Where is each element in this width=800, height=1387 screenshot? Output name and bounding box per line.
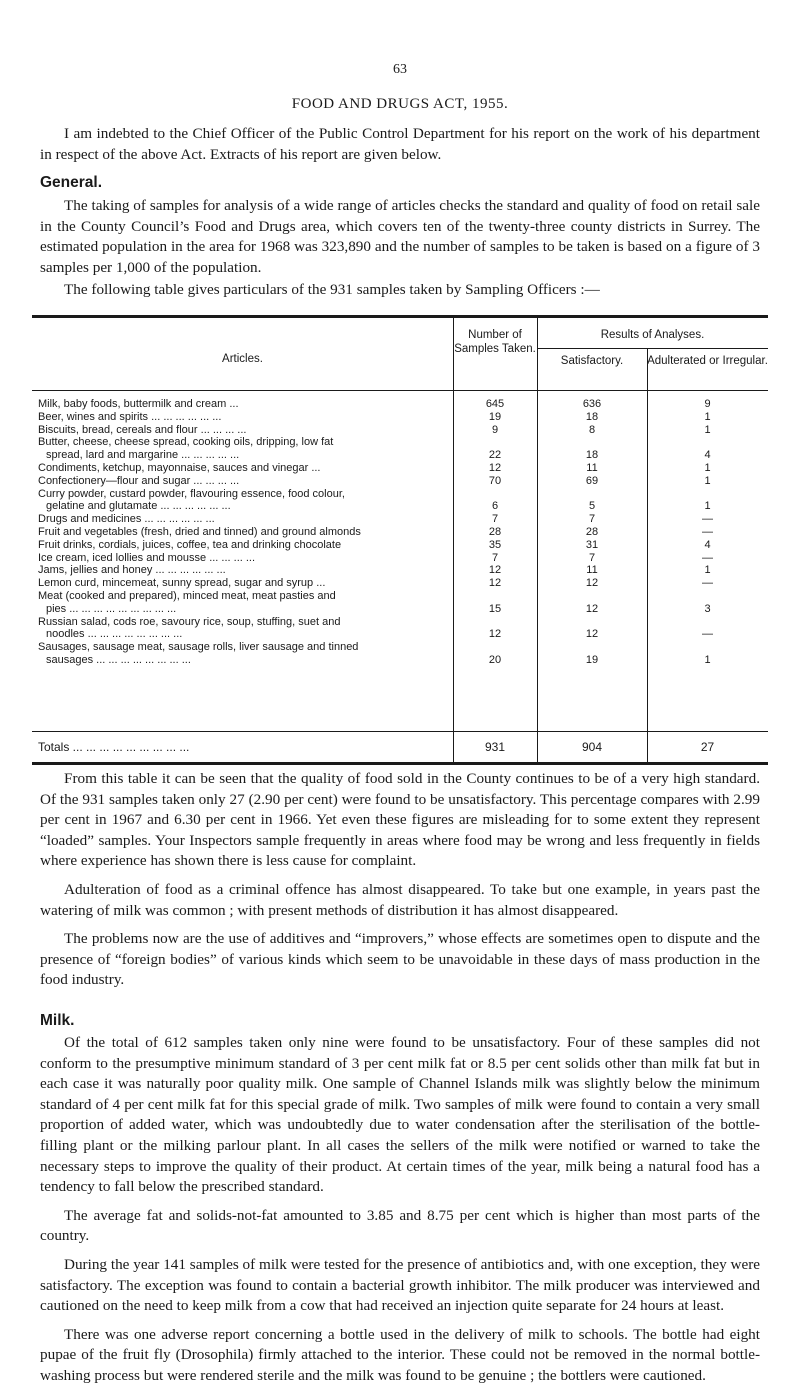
table-row-article-continued: gelatine and glutamate ... ... ... ... ... ...: [46, 500, 231, 513]
table-cell-adulterated: —: [702, 628, 713, 641]
table-cell-satisfactory: 7: [588, 551, 596, 564]
table-cell-number: 28: [488, 526, 502, 538]
table-cell-number: 12: [488, 462, 502, 474]
table-cell-satisfactory: 12: [585, 628, 599, 641]
general-paragraph-1: The taking of samples for analysis of a wide range of articles checks the standard and quality of food on retail sale in the County Council’s Food and Drugs area, which covers ten of the twenty-three county districts in Surrey. The estimated population in the area for 1968 was 323,890 and the number of samples to be taken is based on a figure of 3 samples per 1,000 of the population.: [40, 197, 760, 276]
header-satisfactory: Satisfactory.: [560, 355, 624, 367]
header-divider: [537, 348, 768, 349]
table-cell-satisfactory: 28: [585, 526, 599, 538]
table-cell-satisfactory: 69: [585, 474, 599, 487]
table-cell-satisfactory: 636: [582, 398, 602, 410]
table-row-article: Beer, wines and spirits ... ... ... ... ... ...: [38, 410, 222, 423]
table-cell-number: 15: [488, 602, 502, 615]
table-cell-number: 7: [491, 551, 499, 564]
table-row-article: Lemon curd, mincemeat, sunny spread, sugar and syrup ...: [38, 577, 326, 590]
table-row-article-continued: noodles ... ... ... ... ... ... ... ...: [46, 628, 183, 641]
table-cell-adulterated: 4: [704, 538, 711, 551]
table-cell-adulterated: 4: [704, 449, 711, 462]
table-row-article-continued: pies ... ... ... ... ... ... ... ... ...: [46, 602, 177, 615]
table-cell-number: 70: [488, 474, 502, 487]
header-number: Number of Samples Taken.: [454, 329, 536, 355]
table-cell-number: 22: [488, 449, 502, 462]
milk-paragraph-3: During the year 141 samples of milk were tested for the presence of antibiotics and, with one exception, they were satisfactory. The exception was found to contain a bacterial growth inhibitor. The milk producer was interviewed and cautioned on the need to keep milk from a cow that had received an injection quite separate for 24 hours at least.: [40, 1255, 760, 1315]
header-bottom-rule: [32, 390, 768, 391]
page-number: 63: [393, 62, 407, 77]
table-row-article: Russian salad, cods roe, savoury rice, soup, stuffing, suet and: [38, 615, 341, 628]
page-title: FOOD AND DRUGS ACT, 1955.: [291, 96, 509, 112]
table-cell-satisfactory: 5: [588, 500, 596, 513]
table-cell-satisfactory: 7: [588, 513, 596, 526]
totals-rule: [32, 731, 768, 732]
header-results: Results of Analyses.: [600, 329, 705, 341]
intro-paragraph: I am indebted to the Chief Officer of the Public Control Department for his report on the work of his department in respect of the above Act. Extracts of his report are given below.: [40, 125, 760, 163]
table-cell-number: 19: [488, 410, 502, 423]
table-row-article: Sausages, sausage meat, sausage rolls, liver sausage and tinned: [38, 641, 359, 654]
table-cell-satisfactory: 11: [586, 564, 598, 577]
totals-satisfactory: 904: [581, 740, 603, 754]
table-row-article: Condiments, ketchup, mayonnaise, sauces and vinegar ...: [38, 462, 321, 474]
header-adulterated: Adulterated or Irregular.: [647, 355, 768, 367]
table-cell-number: 9: [491, 423, 499, 436]
table-cell-number: 12: [488, 564, 502, 577]
milk-paragraph-1: Of the total of 612 samples taken only nine were found to be unsatisfactory. Four of these samples did not conform to the presumptive minimum standard of 3 per cent milk fat or 8.5 per cent solids other than milk fat but in each case it was naturally poor quality milk. One sample of Channel Islands milk was slightly below the minimum standard of 4 per cent milk fat for this special grade of milk. Two samples of milk were found to contain a very small proportion of added water, which was undoubtedly due to water condensation after the sterilisation of the bottle-filling plant or the milking parlour plant. In all cases the sellers of the milk were notified or warned to take the necessary steps to improve the quality of their product. At certain times of the year, milk being a natural food has a tendency to fall below the prescribed standard.: [40, 1034, 760, 1196]
table-cell-adulterated: —: [702, 526, 713, 538]
milk-text: [40, 1033, 760, 1387]
after-table-text: [40, 769, 760, 991]
table-cell-satisfactory: 18: [585, 410, 599, 423]
table-cell-adulterated: 1: [704, 564, 711, 577]
general-paragraph-2: The following table gives particulars of the 931 samples taken by Sampling Officers :—: [64, 281, 600, 299]
totals-adulterated: 27: [700, 740, 715, 754]
table-cell-adulterated: —: [702, 577, 713, 590]
after-table-paragraph-3: The problems now are the use of additives and “improvers,” whose effects are sometimes open to dispute and the presence of “foreign bodies” of various kinds which seem to be unavoidable in these days of mass production in the food industry.: [40, 930, 760, 989]
table-row-article-continued: spread, lard and margarine ... ... ... ... ...: [46, 449, 240, 462]
table-cell-adulterated: 1: [704, 462, 711, 474]
table-row-article: Jams, jellies and honey ... ... ... ... ... ...: [38, 564, 226, 577]
table-cell-number: 35: [488, 538, 502, 551]
table-cell-satisfactory: 12: [585, 602, 599, 615]
table-cell-adulterated: 1: [704, 423, 711, 436]
general-text: [40, 196, 760, 301]
table-row-article: Drugs and medicines ... ... ... ... ... ...: [38, 513, 215, 526]
table-row-article: Biscuits, bread, cereals and flour ... ... ... ...: [38, 423, 247, 436]
table-cell-satisfactory: 19: [585, 654, 599, 666]
table-cell-adulterated: 1: [704, 654, 711, 666]
table-cell-adulterated: 3: [704, 602, 711, 615]
table-cell-adulterated: —: [702, 513, 713, 526]
table-cell-satisfactory: 18: [585, 449, 599, 462]
samples-table: [32, 315, 768, 765]
table-cell-adulterated: —: [702, 551, 713, 564]
table-row-article: Fruit and vegetables (fresh, dried and tinned) and ground almonds: [38, 526, 361, 538]
table-cell-satisfactory: 8: [588, 423, 596, 436]
table-cell-satisfactory: 11: [586, 462, 598, 474]
table-row-article: Fruit drinks, cordials, juices, coffee, tea and drinking chocolate: [38, 538, 342, 551]
general-heading: General.: [40, 174, 103, 191]
table-cell-number: 12: [488, 577, 502, 590]
table-cell-satisfactory: 12: [585, 577, 599, 590]
totals-label: Totals ... ... ... ... ... ... ... ... ...: [38, 740, 190, 754]
table-row-article: Meat (cooked and prepared), minced meat, meat pasties and: [38, 590, 336, 602]
table-cell-adulterated: 9: [704, 398, 711, 410]
table-row-article: Milk, baby foods, buttermilk and cream ...: [38, 398, 239, 410]
table-cell-adulterated: 1: [704, 410, 711, 423]
milk-paragraph-2: The average fat and solids-not-fat amounted to 3.85 and 8.75 per cent which is higher than most parts of the country.: [40, 1206, 760, 1245]
table-row-article: Curry powder, custard powder, flavouring essence, food colour,: [38, 487, 345, 500]
milk-paragraph-4: There was one adverse report concerning a bottle used in the delivery of milk to schools. The bottle had eight pupae of the fruit fly (Drosophila) firmly attached to the interior. These could not be removed in the normal bottle-washing process but were rendered sterile and the milk was found to be genuine ; the bottlers were cautioned.: [40, 1325, 760, 1384]
table-cell-number: 12: [488, 628, 502, 641]
totals-number: 931: [484, 740, 506, 754]
table-row-article: Confectionery—flour and sugar ... ... ... ...: [38, 474, 240, 487]
table-cell-satisfactory: 31: [585, 538, 599, 551]
header-articles: Articles.: [222, 353, 263, 365]
after-table-paragraph-1: From this table it can be seen that the quality of food sold in the County continues to be of a very high standard. Of the 931 samples taken only 27 (2.90 per cent) were found to be unsatisfactory. This percentage compares with 2.99 per cent in 1967 and 6.30 per cent in 1966. Yet even these figures are misleading for to some extent they represent “loaded” samples. Your Inspectors sample frequently in areas where food may be wrong and less frequently in fields where experience has shown there is less cause for complaint.: [40, 770, 760, 870]
milk-heading: Milk.: [40, 1012, 75, 1029]
intro-text: [40, 124, 760, 165]
table-row-article: Butter, cheese, cheese spread, cooking oils, dripping, low fat: [38, 436, 334, 449]
table-cell-adulterated: 1: [704, 500, 711, 513]
table-cell-number: 645: [485, 398, 505, 410]
table-row-article-continued: sausages ... ... ... ... ... ... ... ...: [46, 654, 191, 666]
table-row-article: Ice cream, iced lollies and mousse ... ... ... ...: [38, 551, 256, 564]
after-table-paragraph-2: Adulteration of food as a criminal offence has almost disappeared. To take but one example, in years past the watering of milk was common ; with present methods of distribution it has almost disappeared.: [40, 880, 760, 919]
table-cell-adulterated: 1: [704, 474, 711, 487]
table-cell-number: 7: [491, 513, 499, 526]
table-cell-number: 6: [491, 500, 499, 513]
table-cell-number: 20: [488, 654, 502, 666]
